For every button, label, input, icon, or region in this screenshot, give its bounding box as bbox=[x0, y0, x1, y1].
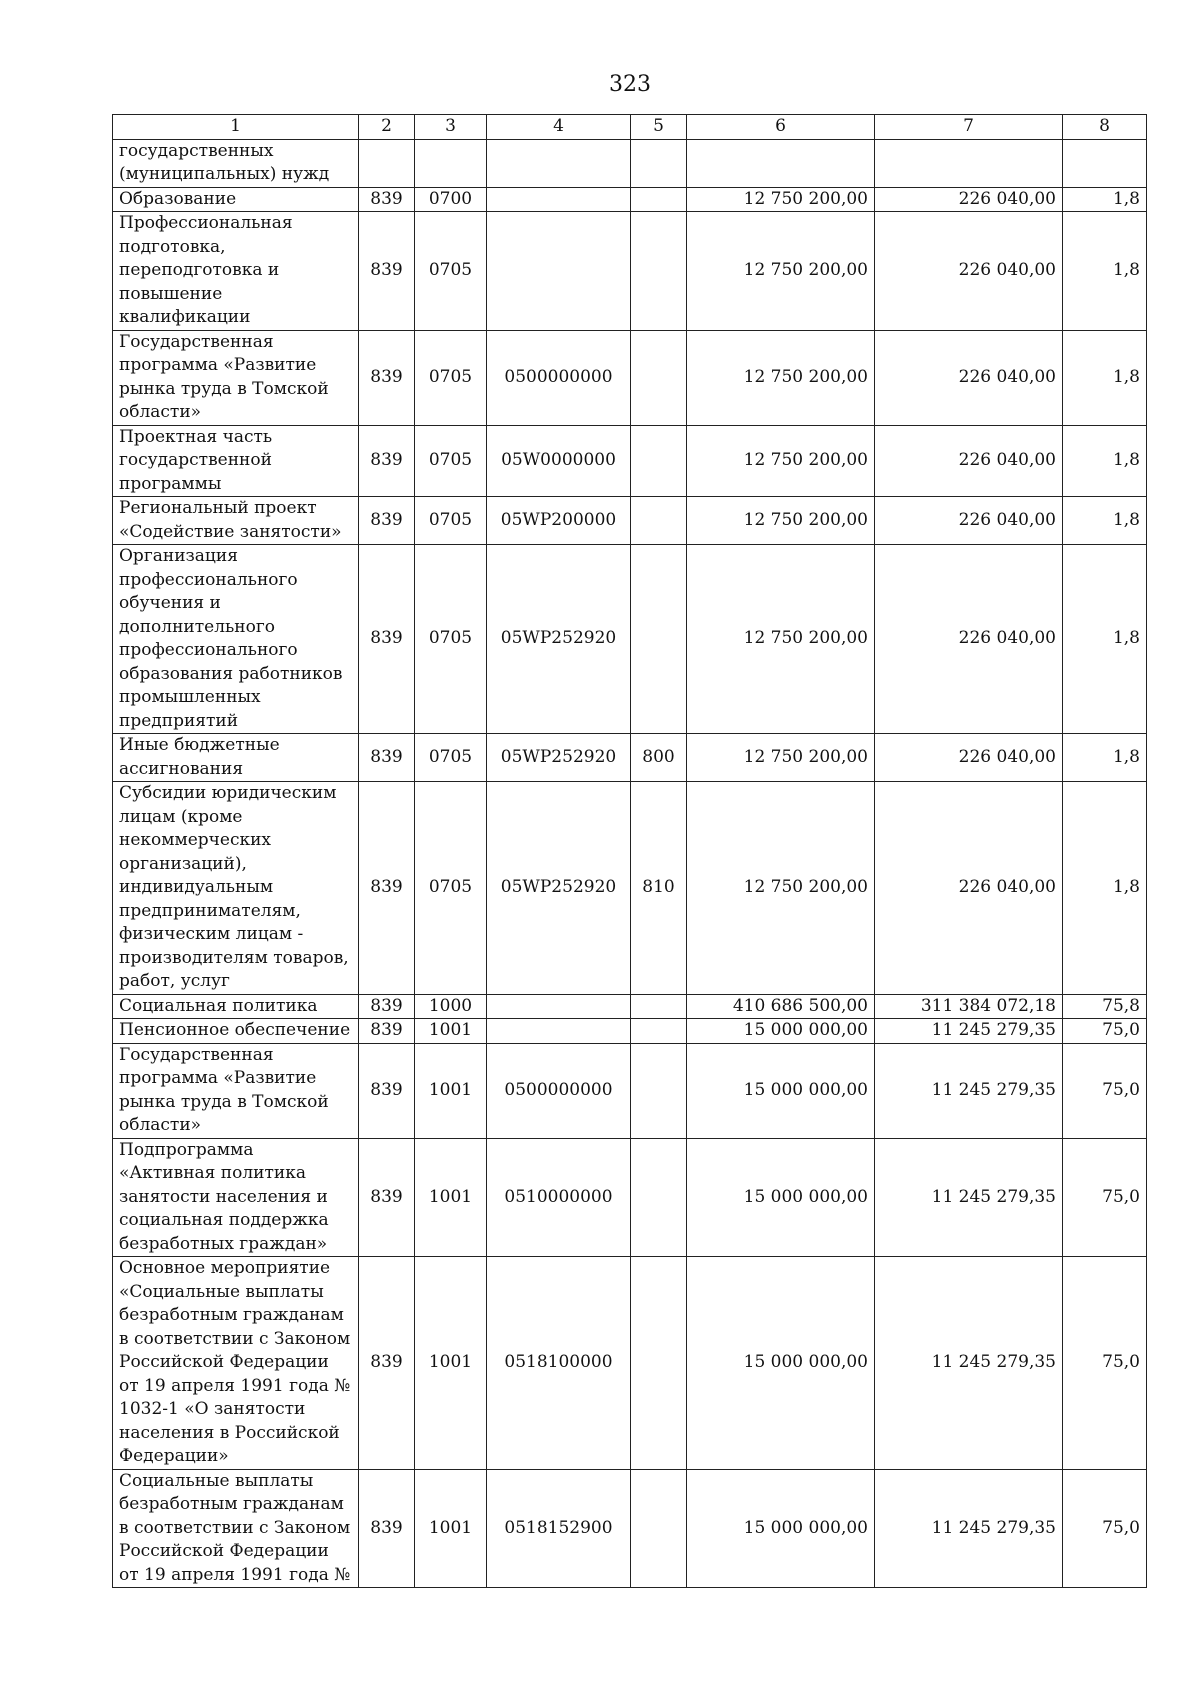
expense-type-cell bbox=[631, 994, 687, 1019]
fact-amount-cell: 226 040,00 bbox=[875, 212, 1063, 331]
ved-code-cell: 839 bbox=[359, 1138, 415, 1257]
target-article-cell: 0518100000 bbox=[487, 1257, 631, 1470]
name-cell: Государственная программа «Развитие рынка труда в Томской области» bbox=[113, 330, 359, 425]
fact-amount-cell: 226 040,00 bbox=[875, 330, 1063, 425]
plan-amount-cell: 410 686 500,00 bbox=[687, 994, 875, 1019]
budget-table bbox=[112, 114, 1147, 1588]
plan-amount-cell: 15 000 000,00 bbox=[687, 1043, 875, 1138]
plan-amount-cell: 12 750 200,00 bbox=[687, 545, 875, 734]
header-cell: 2 bbox=[359, 115, 415, 140]
fact-amount-cell: 11 245 279,35 bbox=[875, 1138, 1063, 1257]
name-cell: Региональный проект «Содействие занятости» bbox=[113, 497, 359, 545]
ved-code-cell: 839 bbox=[359, 330, 415, 425]
section-code-cell: 1001 bbox=[415, 1257, 487, 1470]
plan-amount-cell: 12 750 200,00 bbox=[687, 425, 875, 497]
fact-amount-cell: 11 245 279,35 bbox=[875, 1019, 1063, 1044]
name-cell: Социальная политика bbox=[113, 994, 359, 1019]
table-row bbox=[113, 545, 1147, 734]
ved-code-cell: 839 bbox=[359, 782, 415, 995]
percent-cell: 1,8 bbox=[1063, 212, 1147, 331]
ved-code-cell: 839 bbox=[359, 1257, 415, 1470]
plan-amount-cell: 12 750 200,00 bbox=[687, 187, 875, 212]
fact-amount-cell: 11 245 279,35 bbox=[875, 1257, 1063, 1470]
fact-amount-cell: 226 040,00 bbox=[875, 782, 1063, 995]
table-row bbox=[113, 330, 1147, 425]
expense-type-cell: 810 bbox=[631, 782, 687, 995]
table-row bbox=[113, 1138, 1147, 1257]
name-cell: Социальные выплаты безработным гражданам в соответствии с Законом Российской Федерации от 19 апреля 1991 года № bbox=[113, 1469, 359, 1588]
section-code-cell: 0705 bbox=[415, 782, 487, 995]
plan-amount-cell: 12 750 200,00 bbox=[687, 497, 875, 545]
percent-cell: 1,8 bbox=[1063, 425, 1147, 497]
table-body bbox=[113, 139, 1147, 1588]
name-cell: Основное мероприятие «Социальные выплаты безработным гражданам в соответствии с Законом Российской Федерации от 19 апреля 1991 года № 1032-1 «О занятости населения в Российской Федерации» bbox=[113, 1257, 359, 1470]
percent-cell: 1,8 bbox=[1063, 187, 1147, 212]
target-article-cell bbox=[487, 994, 631, 1019]
section-code-cell: 1001 bbox=[415, 1043, 487, 1138]
table-row bbox=[113, 1257, 1147, 1470]
table-row bbox=[113, 139, 1147, 187]
ved-code-cell: 839 bbox=[359, 425, 415, 497]
section-code-cell: 0705 bbox=[415, 545, 487, 734]
percent-cell: 1,8 bbox=[1063, 734, 1147, 782]
target-article-cell bbox=[487, 212, 631, 331]
expense-type-cell bbox=[631, 545, 687, 734]
plan-amount-cell: 15 000 000,00 bbox=[687, 1019, 875, 1044]
table-row bbox=[113, 497, 1147, 545]
fact-amount-cell: 226 040,00 bbox=[875, 545, 1063, 734]
header-cell: 5 bbox=[631, 115, 687, 140]
ved-code-cell: 839 bbox=[359, 1469, 415, 1588]
ved-code-cell: 839 bbox=[359, 545, 415, 734]
section-code-cell: 0705 bbox=[415, 212, 487, 331]
fact-amount-cell: 11 245 279,35 bbox=[875, 1469, 1063, 1588]
name-cell: Субсидии юридическим лицам (кроме некоммерческих организаций), индивидуальным предпринимателям, физическим лицам - производителям товаров, работ, услуг bbox=[113, 782, 359, 995]
fact-amount-cell bbox=[875, 139, 1063, 187]
expense-type-cell bbox=[631, 187, 687, 212]
plan-amount-cell: 12 750 200,00 bbox=[687, 330, 875, 425]
expense-type-cell bbox=[631, 1257, 687, 1470]
percent-cell: 75,0 bbox=[1063, 1019, 1147, 1044]
percent-cell: 75,8 bbox=[1063, 994, 1147, 1019]
ved-code-cell: 839 bbox=[359, 497, 415, 545]
plan-amount-cell: 15 000 000,00 bbox=[687, 1138, 875, 1257]
expense-type-cell bbox=[631, 212, 687, 331]
table-row bbox=[113, 212, 1147, 331]
ved-code-cell: 839 bbox=[359, 212, 415, 331]
table-row bbox=[113, 782, 1147, 995]
plan-amount-cell: 15 000 000,00 bbox=[687, 1469, 875, 1588]
target-article-cell: 05WP200000 bbox=[487, 497, 631, 545]
table-row bbox=[113, 1043, 1147, 1138]
ved-code-cell: 839 bbox=[359, 187, 415, 212]
ved-code-cell: 839 bbox=[359, 1043, 415, 1138]
percent-cell: 75,0 bbox=[1063, 1043, 1147, 1138]
target-article-cell: 0500000000 bbox=[487, 330, 631, 425]
section-code-cell: 0705 bbox=[415, 330, 487, 425]
plan-amount-cell bbox=[687, 139, 875, 187]
name-cell: Проектная часть государственной программы bbox=[113, 425, 359, 497]
expense-type-cell bbox=[631, 330, 687, 425]
expense-type-cell: 800 bbox=[631, 734, 687, 782]
section-code-cell: 0705 bbox=[415, 734, 487, 782]
plan-amount-cell: 15 000 000,00 bbox=[687, 1257, 875, 1470]
header-cell: 1 bbox=[113, 115, 359, 140]
expense-type-cell bbox=[631, 425, 687, 497]
name-cell: Иные бюджетные ассигнования bbox=[113, 734, 359, 782]
fact-amount-cell: 11 245 279,35 bbox=[875, 1043, 1063, 1138]
target-article-cell: 05WP252920 bbox=[487, 545, 631, 734]
target-article-cell: 05WP252920 bbox=[487, 782, 631, 995]
fact-amount-cell: 226 040,00 bbox=[875, 425, 1063, 497]
name-cell: Пенсионное обеспечение bbox=[113, 1019, 359, 1044]
target-article-cell: 0518152900 bbox=[487, 1469, 631, 1588]
fact-amount-cell: 226 040,00 bbox=[875, 734, 1063, 782]
fact-amount-cell: 226 040,00 bbox=[875, 187, 1063, 212]
section-code-cell: 1001 bbox=[415, 1019, 487, 1044]
section-code-cell: 0700 bbox=[415, 187, 487, 212]
plan-amount-cell: 12 750 200,00 bbox=[687, 212, 875, 331]
expense-type-cell bbox=[631, 1019, 687, 1044]
header-cell: 4 bbox=[487, 115, 631, 140]
percent-cell: 75,0 bbox=[1063, 1469, 1147, 1588]
section-code-cell: 0705 bbox=[415, 497, 487, 545]
name-cell: Образование bbox=[113, 187, 359, 212]
percent-cell bbox=[1063, 139, 1147, 187]
page-number: 323 bbox=[609, 72, 651, 97]
table-row bbox=[113, 1019, 1147, 1044]
target-article-cell: 0510000000 bbox=[487, 1138, 631, 1257]
header-cell: 7 bbox=[875, 115, 1063, 140]
name-cell: Организация профессионального обучения и дополнительного профессионального образования работников промышленных предприятий bbox=[113, 545, 359, 734]
name-cell: Подпрограмма «Активная политика занятости населения и социальная поддержка безработных граждан» bbox=[113, 1138, 359, 1257]
expense-type-cell bbox=[631, 1469, 687, 1588]
target-article-cell: 05W0000000 bbox=[487, 425, 631, 497]
table-row bbox=[113, 425, 1147, 497]
percent-cell: 1,8 bbox=[1063, 782, 1147, 995]
name-cell: Государственная программа «Развитие рынка труда в Томской области» bbox=[113, 1043, 359, 1138]
target-article-cell bbox=[487, 1019, 631, 1044]
table-row bbox=[113, 734, 1147, 782]
table-row bbox=[113, 994, 1147, 1019]
percent-cell: 75,0 bbox=[1063, 1138, 1147, 1257]
header-cell: 6 bbox=[687, 115, 875, 140]
target-article-cell bbox=[487, 139, 631, 187]
fact-amount-cell: 311 384 072,18 bbox=[875, 994, 1063, 1019]
percent-cell: 75,0 bbox=[1063, 1257, 1147, 1470]
header-cell: 3 bbox=[415, 115, 487, 140]
table-row bbox=[113, 1469, 1147, 1588]
section-code-cell: 0705 bbox=[415, 425, 487, 497]
section-code-cell: 1001 bbox=[415, 1469, 487, 1588]
fact-amount-cell: 226 040,00 bbox=[875, 497, 1063, 545]
ved-code-cell: 839 bbox=[359, 1019, 415, 1044]
plan-amount-cell: 12 750 200,00 bbox=[687, 734, 875, 782]
ved-code-cell bbox=[359, 139, 415, 187]
section-code-cell bbox=[415, 139, 487, 187]
percent-cell: 1,8 bbox=[1063, 545, 1147, 734]
expense-type-cell bbox=[631, 1138, 687, 1257]
plan-amount-cell: 12 750 200,00 bbox=[687, 782, 875, 995]
expense-type-cell bbox=[631, 139, 687, 187]
percent-cell: 1,8 bbox=[1063, 330, 1147, 425]
expense-type-cell bbox=[631, 1043, 687, 1138]
expense-type-cell bbox=[631, 497, 687, 545]
name-cell: Профессиональная подготовка, переподготовка и повышение квалификации bbox=[113, 212, 359, 331]
section-code-cell: 1000 bbox=[415, 994, 487, 1019]
target-article-cell: 05WP252920 bbox=[487, 734, 631, 782]
table-row bbox=[113, 187, 1147, 212]
header-cell: 8 bbox=[1063, 115, 1147, 140]
section-code-cell: 1001 bbox=[415, 1138, 487, 1257]
header-row bbox=[113, 115, 1147, 140]
ved-code-cell: 839 bbox=[359, 994, 415, 1019]
name-cell: государственных (муниципальных) нужд bbox=[113, 139, 359, 187]
target-article-cell bbox=[487, 187, 631, 212]
ved-code-cell: 839 bbox=[359, 734, 415, 782]
target-article-cell: 0500000000 bbox=[487, 1043, 631, 1138]
percent-cell: 1,8 bbox=[1063, 497, 1147, 545]
